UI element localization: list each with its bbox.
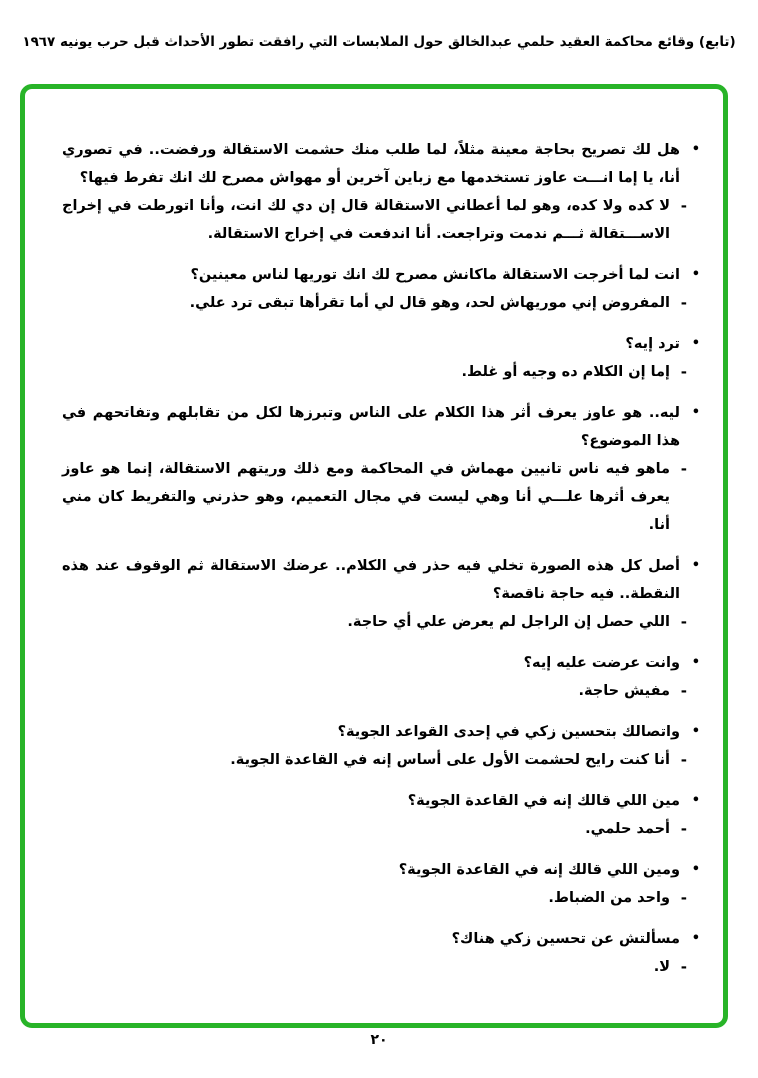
- answer-item: [62, 884, 687, 912]
- bullet-icon: •: [691, 724, 700, 739]
- qa-pair: [62, 718, 700, 774]
- answer-text: أحمد حلمي.: [585, 821, 670, 837]
- question-text: ومين اللي قالك إنه في القاعدة الجوية؟: [398, 862, 680, 878]
- qa-pair: [62, 925, 700, 981]
- dash-icon: -: [680, 682, 687, 700]
- qa-pair: [62, 399, 700, 539]
- bullet-icon: •: [691, 405, 700, 420]
- dash-icon: -: [680, 363, 687, 381]
- bullet-icon: •: [691, 793, 700, 808]
- dash-icon: -: [680, 820, 687, 838]
- qa-pair: [62, 552, 700, 636]
- page-header: (تابع) وقائع محاكمة العقيد حلمي عبدالخالق حول الملابسات التي رافقت تطور الأحداث قبل حرب يونيه ١٩٦٧: [22, 34, 736, 50]
- dash-icon: -: [680, 613, 687, 631]
- question-item: [62, 718, 700, 746]
- answer-item: [62, 746, 687, 774]
- question-item: [62, 330, 700, 358]
- qa-pair: [62, 261, 700, 317]
- answer-text: مفيش حاجة.: [578, 683, 670, 699]
- question-item: [62, 856, 700, 884]
- answer-text: واحد من الضباط.: [548, 890, 670, 906]
- page-number: ٢٠: [370, 1032, 388, 1048]
- bullet-icon: •: [691, 336, 700, 351]
- question-text: أصل كل هذه الصورة تخلي فيه حذر في الكلام.. عرضك الاستقالة ثم الوقوف عند هذه النقطة.. فيه حاجة ناقصة؟: [62, 558, 680, 602]
- qa-pair: [62, 649, 700, 705]
- question-item: [62, 925, 700, 953]
- question-text: مين اللي قالك إنه في القاعدة الجوية؟: [407, 793, 680, 809]
- answer-item: [62, 358, 687, 386]
- question-item: [62, 649, 700, 677]
- question-item: [62, 261, 700, 289]
- question-item: [62, 136, 700, 192]
- qa-pair: [62, 787, 700, 843]
- qa-pair: [62, 330, 700, 386]
- answer-item: [62, 289, 687, 317]
- dash-icon: -: [680, 197, 687, 215]
- dash-icon: -: [680, 294, 687, 312]
- question-item: [62, 552, 700, 608]
- answer-item: [62, 953, 687, 981]
- answer-text: أنا كنت رايح لحشمت الأول على أساس إنه في القاعدة الجوية.: [230, 752, 670, 768]
- dash-icon: -: [680, 751, 687, 769]
- dash-icon: -: [680, 958, 687, 976]
- answer-item: [62, 608, 687, 636]
- answer-text: لا.: [653, 959, 670, 975]
- answer-text: ماهو فيه ناس تانيين مهماش في المحاكمة ومع ذلك وريتهم الاستقالة، إنما هو عاوز يعرف أثرها علـــي أنا وهي ليست في مجال التعميم، وهو حذرني والتفريط كان مني أنا.: [62, 461, 670, 533]
- answer-text: لا كده ولا كده، وهو لما أعطاني الاستقالة قال إن دي لك انت، وأنا اتورطت في إخراج الاســـتقالة ثـــم ندمت وتراجعت. أنا اندفعت في إخراج الاستقالة.: [62, 198, 670, 242]
- question-item: [62, 399, 700, 455]
- dash-icon: -: [680, 889, 687, 907]
- question-text: مسألتش عن تحسين زكي هناك؟: [451, 931, 680, 947]
- dash-icon: -: [680, 460, 687, 478]
- bullet-icon: •: [691, 142, 700, 157]
- bullet-icon: •: [691, 558, 700, 573]
- answer-text: المفروض إني موريهاش لحد، وهو قال لي أما تقرأها تبقى ترد علي.: [189, 295, 670, 311]
- qa-pair: [62, 136, 700, 248]
- qa-pair: [62, 856, 700, 912]
- answer-item: [62, 815, 687, 843]
- dialogue-list: [20, 84, 728, 1028]
- bullet-icon: •: [691, 655, 700, 670]
- question-text: ترد إيه؟: [625, 336, 680, 352]
- bullet-icon: •: [691, 862, 700, 877]
- question-text: ليه.. هو عاوز يعرف أثر هذا الكلام على الناس وتبرزها لكل من تقابلهم وتفاتحهم في هذا الموضوع؟: [62, 405, 680, 449]
- answer-item: [62, 677, 687, 705]
- question-text: وانت عرضت عليه إيه؟: [523, 655, 680, 671]
- answer-item: [62, 455, 687, 539]
- answer-text: إما إن الكلام ده وجيه أو غلط.: [461, 364, 670, 380]
- bullet-icon: •: [691, 267, 700, 282]
- bullet-icon: •: [691, 931, 700, 946]
- question-text: واتصالك بتحسين زكي في إحدى القواعد الجوية؟: [337, 724, 680, 740]
- answer-item: [62, 192, 687, 248]
- question-text: هل لك تصريح بحاجة معينة مثلاً، لما طلب منك حشمت الاستقالة ورفضت.. في تصوري أنا، يا إما انـــت عاوز تستخدمها مع زباين آخرين أو مهواش مصرح لك انك تفرط فيها؟: [62, 142, 680, 186]
- question-item: [62, 787, 700, 815]
- answer-text: اللي حصل إن الراجل لم يعرض علي أي حاجة.: [347, 614, 670, 630]
- question-text: انت لما أخرجت الاستقالة ماكانش مصرح لك انك توريها لناس معينين؟: [190, 267, 680, 283]
